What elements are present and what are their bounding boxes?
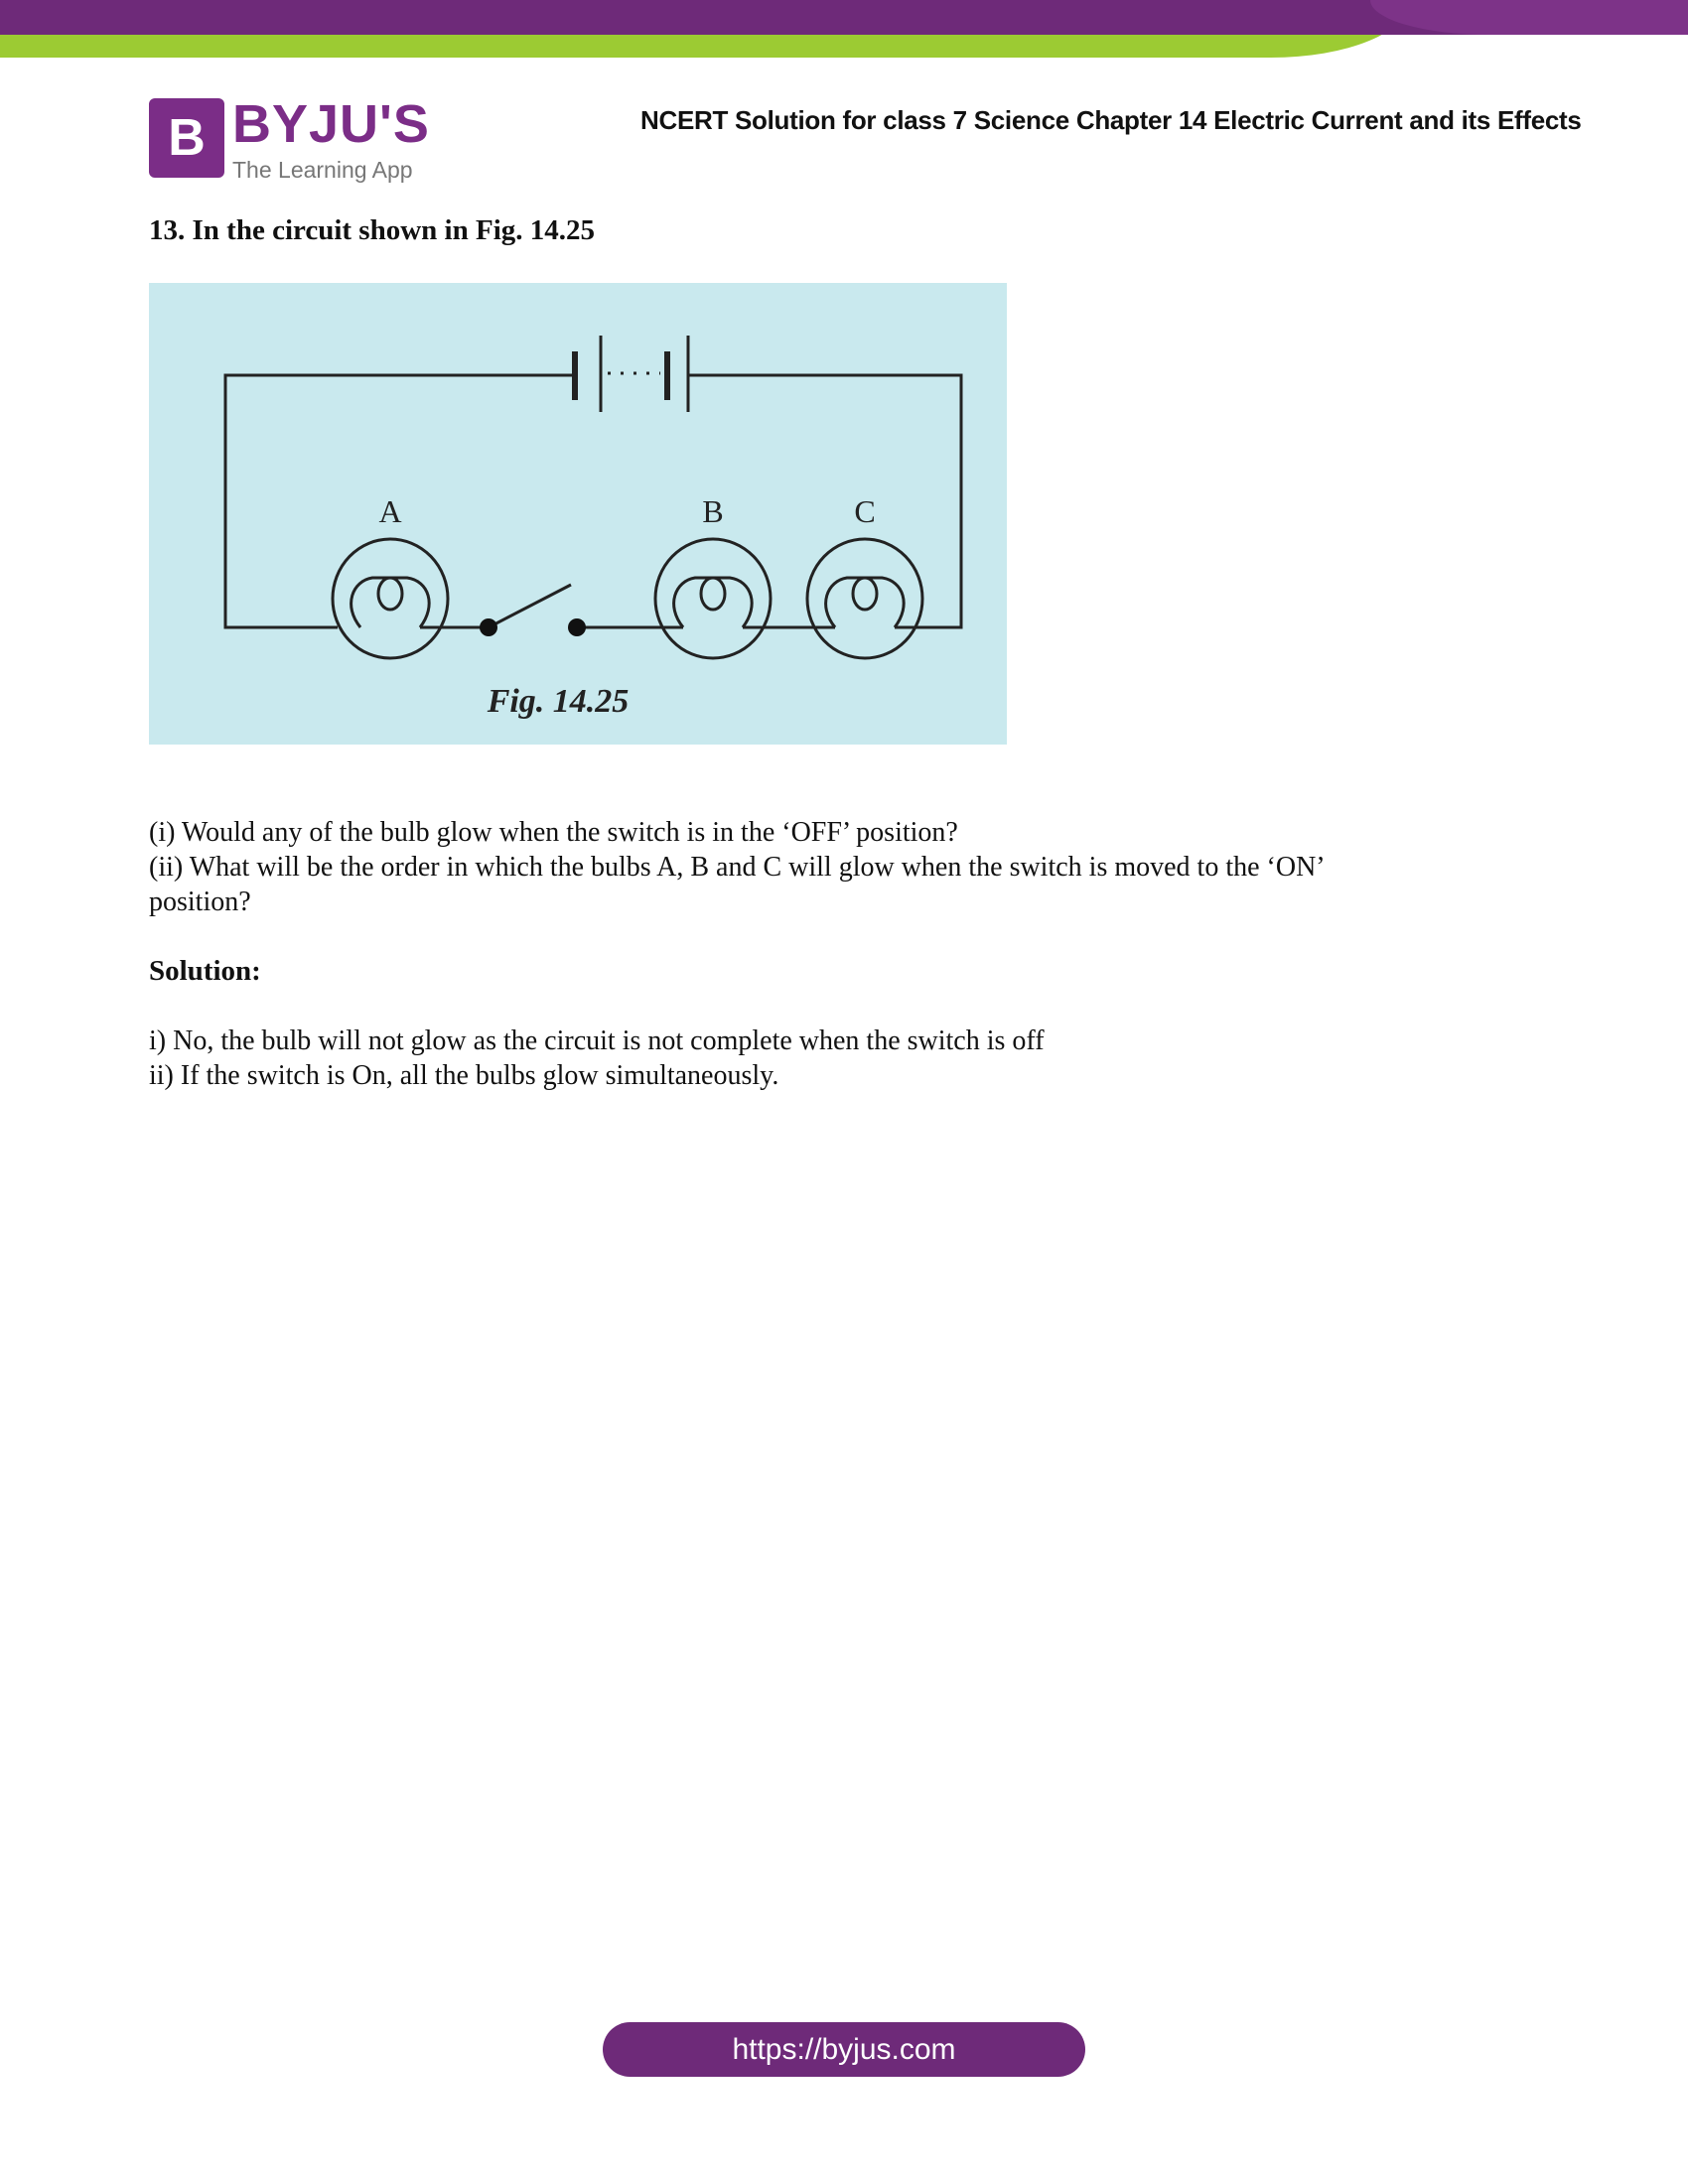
bulb-label-a: A xyxy=(378,493,402,529)
question-line-1: (i) Would any of the bulb glow when the switch is in the ‘OFF’ position? xyxy=(149,817,958,848)
bulb-a-symbol xyxy=(333,539,448,658)
solution-line-1: i) No, the bulb will not glow as the circuit is not complete when the switch is off xyxy=(149,1025,1045,1056)
bulb-label-b: B xyxy=(702,493,724,529)
switch-arm xyxy=(489,585,571,627)
wire-right xyxy=(688,375,961,627)
question-line-2: (ii) What will be the order in which the bulbs A, B and C will glow when the switch is moved to the ‘ON’ xyxy=(149,852,1326,883)
question-heading: 13. In the circuit shown in Fig. 14.25 xyxy=(149,214,596,246)
logo-icon: B xyxy=(149,98,224,178)
document-title: NCERT Solution for class 7 Science Chapter 14 Electric Current and its Effects xyxy=(640,105,1582,135)
bulb-c-symbol xyxy=(807,539,922,658)
logo-tagline: The Learning App xyxy=(232,156,413,183)
switch-terminal-right xyxy=(568,618,586,636)
circuit-diagram xyxy=(149,283,1007,745)
question-line-3: position? xyxy=(149,887,251,917)
figure-caption: Fig. 14.25 xyxy=(487,683,630,720)
switch-terminal-left xyxy=(480,618,497,636)
solution-heading: Solution: xyxy=(149,955,261,987)
bulb-b-symbol xyxy=(655,539,771,658)
bulb-label-c: C xyxy=(854,493,876,529)
byjus-logo xyxy=(149,93,430,183)
logo-name: BYJU'S xyxy=(232,93,430,154)
solution-line-2: ii) If the switch is On, all the bulbs glow simultaneously. xyxy=(149,1060,779,1091)
footer-url-link[interactable]: https://byjus.com xyxy=(603,2022,1085,2077)
circuit-figure xyxy=(149,283,1007,745)
